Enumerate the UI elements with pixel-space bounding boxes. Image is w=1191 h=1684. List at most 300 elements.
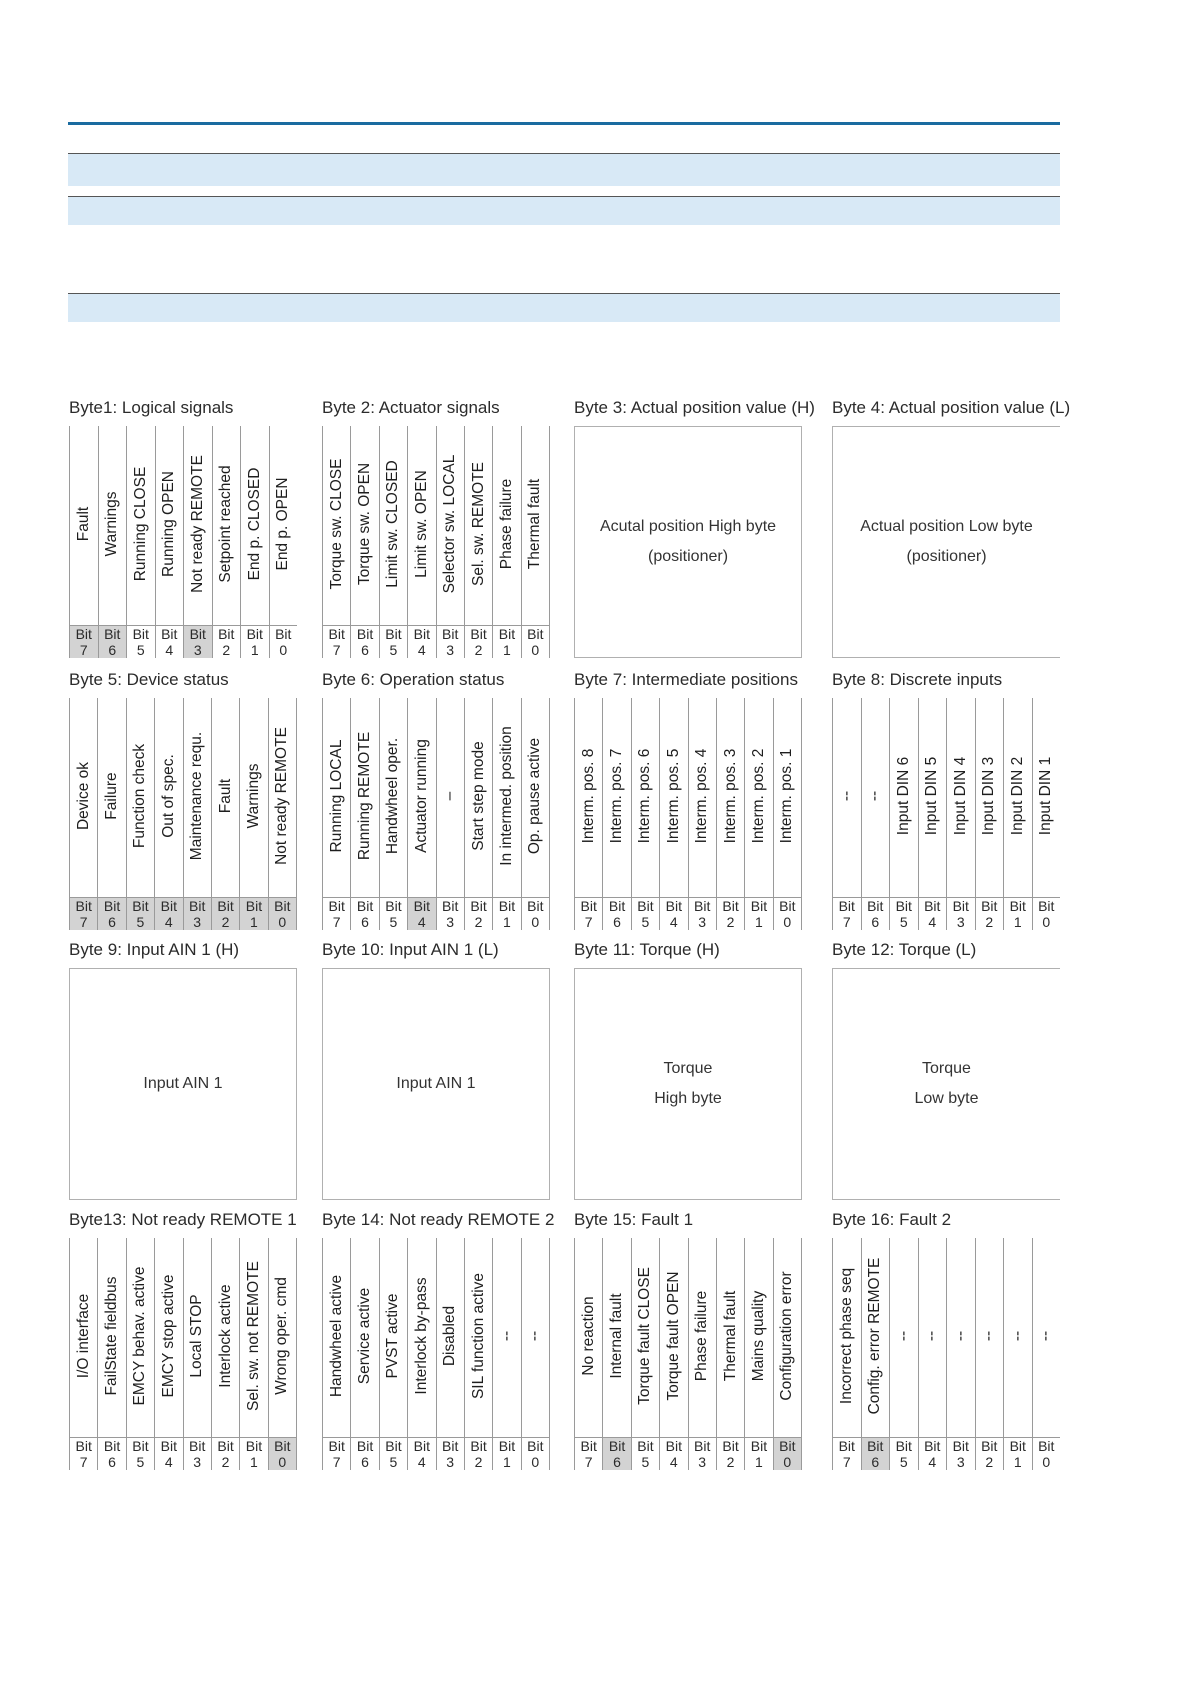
bit-signal-label: Start step mode <box>469 741 487 851</box>
bit-word-label: Bit <box>356 898 374 914</box>
bit-number: 5 <box>389 1454 398 1470</box>
bit-index <box>212 1437 239 1470</box>
bit-cell <box>126 1238 154 1470</box>
bit-index <box>689 897 716 930</box>
bit-signal-label: Running LOCAL <box>327 739 345 853</box>
bit-index <box>522 1437 549 1470</box>
bit-signal-label: Actuator running <box>412 739 430 853</box>
bit-number: 0 <box>783 1454 792 1470</box>
value-box-text: (positioner) <box>906 548 987 565</box>
byte-title: Byte13: Not ready REMOTE 1 <box>69 1210 297 1229</box>
bit-index <box>919 1437 947 1470</box>
bit-index <box>493 625 520 658</box>
byte-block <box>832 670 1060 930</box>
bit-signal-label: Interm. pos. 6 <box>636 748 654 844</box>
bit-signal-label: Function check <box>131 743 149 849</box>
bit-word-label: Bit <box>132 1438 149 1454</box>
bit-signal-label: Fault <box>216 778 234 814</box>
bit-index <box>493 897 520 930</box>
byte-block <box>322 398 550 658</box>
bit-index <box>351 1437 378 1470</box>
bit-signal-label: Running CLOSE <box>131 466 149 582</box>
bit-cell <box>379 1238 407 1470</box>
bit-cell <box>1003 1238 1032 1470</box>
bit-index <box>976 897 1004 930</box>
bit-index <box>155 897 182 930</box>
bit-index <box>947 897 975 930</box>
bit-word-label: Bit <box>665 898 682 914</box>
bit-signal-label: EMCY behav. active <box>131 1266 149 1406</box>
bit-number: 2 <box>985 914 994 930</box>
bit-number: 7 <box>584 914 593 930</box>
bit-cell <box>211 698 239 930</box>
bit-number: 0 <box>531 642 540 658</box>
value-box-text: Low byte <box>914 1090 979 1107</box>
byte-value-box <box>69 968 297 1200</box>
bit-number: 5 <box>899 914 908 930</box>
bit-signal-label: Incorrect phase seq <box>837 1267 855 1405</box>
bit-word-label: Bit <box>132 626 149 642</box>
bit-cell <box>97 1238 125 1470</box>
bit-cell <box>464 1238 492 1470</box>
bit-table <box>322 698 550 930</box>
bit-cell <box>975 698 1004 930</box>
bit-index <box>184 897 211 930</box>
bit-signal-label: Torque sw. OPEN <box>356 462 374 586</box>
bit-cell <box>659 698 687 930</box>
bit-index <box>212 897 239 930</box>
bit-signal-label: -- <box>1008 1330 1026 1342</box>
bit-number: 1 <box>755 1454 763 1470</box>
bit-number: 1 <box>1013 914 1022 930</box>
byte-title: Byte 16: Fault 2 <box>832 1210 952 1229</box>
bit-signal-label: Disabled <box>441 1305 459 1367</box>
bit-number: 2 <box>221 914 230 930</box>
bit-number: 0 <box>279 642 288 658</box>
bit-cell <box>379 426 407 658</box>
bit-index <box>323 625 350 658</box>
bit-word-label: Bit <box>413 1438 430 1454</box>
bit-index <box>437 897 464 930</box>
bit-index <box>380 625 407 658</box>
bit-word-label: Bit <box>637 1438 654 1454</box>
bit-cell <box>688 698 716 930</box>
bit-number: 6 <box>361 1454 369 1470</box>
bit-cell <box>350 426 378 658</box>
bit-signal-label: Setpoint reached <box>217 465 235 583</box>
bit-index <box>323 1437 350 1470</box>
bit-signal-label: EMCY stop active <box>159 1274 177 1398</box>
bit-number: 2 <box>474 914 483 930</box>
bit-cell <box>407 698 435 930</box>
bit-number: 7 <box>842 1454 851 1470</box>
bit-word-label: Bit <box>981 1438 998 1454</box>
bit-cell <box>716 1238 744 1470</box>
bit-cell <box>97 698 125 930</box>
bit-number: 0 <box>783 914 792 930</box>
bit-word-label: Bit <box>952 1438 969 1454</box>
bit-table <box>322 1238 550 1470</box>
bit-signal-label: Failure <box>103 772 121 820</box>
bit-number: 6 <box>613 914 621 930</box>
bit-word-label: Bit <box>470 898 487 914</box>
bit-cell <box>436 1238 464 1470</box>
bit-word-label: Bit <box>608 1438 626 1454</box>
bit-word-label: Bit <box>274 1438 291 1454</box>
bit-index <box>717 1437 744 1470</box>
bit-number: 1 <box>250 914 258 930</box>
bit-word-label: Bit <box>274 898 291 914</box>
bit-index <box>408 1437 435 1470</box>
bit-signal-label: Handwheel active <box>327 1274 345 1398</box>
bit-cell <box>126 426 155 658</box>
byte-title: Byte 6: Operation status <box>322 670 505 689</box>
bit-index <box>1004 1437 1032 1470</box>
bit-number: 5 <box>136 642 145 658</box>
byte-title: Byte1: Logical signals <box>69 398 234 417</box>
bit-signal-label: Interm. pos. 4 <box>693 748 711 844</box>
bit-cell <box>268 698 297 930</box>
bit-cell <box>322 426 350 658</box>
bit-word-label: Bit <box>75 626 92 642</box>
bit-cell <box>322 1238 350 1470</box>
byte-block <box>832 940 1060 1200</box>
bit-index <box>70 897 97 930</box>
bit-word-label: Bit <box>104 626 121 642</box>
bit-index <box>184 1437 211 1470</box>
bit-signal-label: PVST active <box>384 1293 402 1379</box>
bit-word-label: Bit <box>694 898 711 914</box>
bit-word-label: Bit <box>442 898 459 914</box>
bit-word-label: Bit <box>722 1438 739 1454</box>
byte-block <box>322 1210 555 1470</box>
byte-block <box>69 940 297 1200</box>
bit-index <box>213 625 241 658</box>
bit-word-label: Bit <box>189 898 206 914</box>
bit-index <box>98 1437 125 1470</box>
bit-number: 3 <box>956 914 965 930</box>
bit-signal-label: Running REMOTE <box>356 731 374 861</box>
bit-number: 0 <box>278 1454 287 1470</box>
byte-value-box <box>832 426 1060 658</box>
bit-word-label: Bit <box>750 1438 768 1454</box>
bit-index <box>890 897 918 930</box>
bit-number: 1 <box>250 642 259 658</box>
byte-title: Byte 5: Device status <box>69 670 229 689</box>
bit-word-label: Bit <box>217 898 234 914</box>
bit-index <box>240 1437 267 1470</box>
bit-index <box>98 897 125 930</box>
bit-index <box>1033 1437 1061 1470</box>
bit-index <box>127 897 154 930</box>
bit-number: 7 <box>584 1454 593 1470</box>
bit-index <box>575 1437 602 1470</box>
bit-number: 6 <box>108 642 117 658</box>
bit-number: 7 <box>79 914 88 930</box>
bit-word-label: Bit <box>838 898 855 914</box>
bit-signal-label: Phase failure <box>693 1290 711 1382</box>
bit-signal-label: Input DIN 3 <box>980 756 998 836</box>
bit-cell <box>602 1238 630 1470</box>
bit-number: 4 <box>417 914 426 930</box>
bit-word-label: Bit <box>722 898 739 914</box>
bit-cell <box>1032 1238 1061 1470</box>
bit-number: 4 <box>669 914 678 930</box>
bit-signal-label: – <box>441 791 459 801</box>
bit-number: 1 <box>755 914 763 930</box>
bit-number: 0 <box>1042 1454 1051 1470</box>
value-box-text: Acutal position High byte <box>599 518 777 535</box>
bit-word-label: Bit <box>1038 1438 1055 1454</box>
byte-block <box>574 398 815 658</box>
bit-number: 7 <box>842 914 851 930</box>
bit-index <box>660 897 687 930</box>
byte-value-box <box>832 968 1060 1200</box>
bit-number: 2 <box>985 1454 994 1470</box>
bit-number: 4 <box>928 914 937 930</box>
bit-index <box>351 625 378 658</box>
value-box-text: Actual position Low byte <box>860 518 1033 535</box>
bit-table <box>69 426 297 658</box>
bit-index <box>717 897 744 930</box>
bit-number: 6 <box>871 914 880 930</box>
bit-signal-label: Input DIN 6 <box>894 756 912 836</box>
byte-title: Byte 8: Discrete inputs <box>832 670 1003 689</box>
bit-number: 3 <box>698 914 707 930</box>
bit-signal-label: -- <box>526 1330 544 1342</box>
bit-cell <box>521 426 550 658</box>
bit-signal-label: Interlock by-pass <box>412 1277 430 1395</box>
bit-word-label: Bit <box>103 1438 121 1454</box>
bit-word-label: Bit <box>75 1438 92 1454</box>
bit-word-label: Bit <box>245 898 263 914</box>
bit-cell <box>574 698 602 930</box>
bit-number: 5 <box>136 914 145 930</box>
bit-word-label: Bit <box>385 898 402 914</box>
bit-word-label: Bit <box>160 1438 177 1454</box>
bit-signal-label: -- <box>923 1330 941 1342</box>
bit-cell <box>861 1238 890 1470</box>
bit-cell <box>975 1238 1004 1470</box>
bit-cell <box>69 698 97 930</box>
bit-word-label: Bit <box>442 626 459 642</box>
bit-cell <box>69 426 98 658</box>
bit-signal-label: Input DIN 2 <box>1008 756 1026 836</box>
byte-block <box>69 670 297 930</box>
bit-index <box>947 1437 975 1470</box>
bit-index <box>493 1437 520 1470</box>
bit-cell <box>521 698 550 930</box>
byte-block <box>69 398 297 658</box>
value-box-text: Torque <box>922 1060 971 1077</box>
bit-word-label: Bit <box>694 1438 711 1454</box>
bit-cell <box>239 1238 267 1470</box>
bit-cell <box>212 426 241 658</box>
bit-word-label: Bit <box>867 1438 884 1454</box>
bit-signal-label: Sel. sw. not REMOTE <box>244 1261 262 1411</box>
bit-index <box>919 897 947 930</box>
bit-index <box>745 897 772 930</box>
bit-signal-label: Warnings <box>103 491 121 557</box>
bit-table <box>69 1238 297 1470</box>
bit-cell <box>889 698 918 930</box>
bit-index <box>632 897 659 930</box>
bit-signal-label: -- <box>866 790 884 802</box>
bit-word-label: Bit <box>217 1438 234 1454</box>
bit-cell <box>832 1238 861 1470</box>
byte-block <box>574 1210 802 1470</box>
bit-signal-label: Mains quality <box>749 1290 767 1382</box>
bit-number: 1 <box>1013 1454 1022 1470</box>
bit-number: 0 <box>531 1454 540 1470</box>
bit-signal-label: Maintenance requ. <box>188 731 206 861</box>
byte-block <box>322 670 550 930</box>
bit-cell <box>744 698 772 930</box>
byte-block <box>69 1210 297 1470</box>
bit-signal-label: Thermal fault <box>526 478 544 570</box>
bit-word-label: Bit <box>1009 1438 1026 1454</box>
bit-signal-label: Interm. pos. 5 <box>664 748 682 844</box>
bit-index <box>575 897 602 930</box>
bit-word-label: Bit <box>385 626 402 642</box>
bit-cell <box>889 1238 918 1470</box>
bit-cell <box>436 698 464 930</box>
byte-title: Byte 11: Torque (H) <box>574 940 720 959</box>
bit-cell <box>918 698 947 930</box>
bit-index <box>1004 897 1032 930</box>
bit-cell <box>773 698 802 930</box>
bit-word-label: Bit <box>356 1438 374 1454</box>
bit-cell <box>407 426 435 658</box>
bit-signal-label: Wrong oper. cmd <box>273 1277 291 1395</box>
bit-index <box>240 897 267 930</box>
bit-number: 5 <box>641 914 650 930</box>
bit-number: 3 <box>446 642 455 658</box>
byte-title: Byte 15: Fault 1 <box>574 1210 694 1229</box>
bit-signal-label: Interm. pos. 7 <box>608 748 626 844</box>
bit-index <box>632 1437 659 1470</box>
bit-index <box>155 1437 182 1470</box>
bit-cell <box>269 426 298 658</box>
bit-signal-label: End p. CLOSED <box>245 467 263 581</box>
header-band <box>68 294 1060 322</box>
bit-number: 5 <box>136 1454 145 1470</box>
bit-word-label: Bit <box>328 898 345 914</box>
bit-index <box>522 897 549 930</box>
bit-index <box>408 897 435 930</box>
value-box-text: Input AIN 1 <box>143 1075 223 1092</box>
bit-index <box>833 1437 861 1470</box>
bit-number: 4 <box>417 1454 426 1470</box>
bit-signal-label: Limit sw. OPEN <box>412 470 430 578</box>
bit-word-label: Bit <box>1038 898 1055 914</box>
bit-number: 1 <box>250 1454 258 1470</box>
byte-title: Byte 7: Intermediate positions <box>574 670 798 689</box>
bit-cell <box>946 698 975 930</box>
bit-word-label: Bit <box>527 898 544 914</box>
bit-cell <box>574 1238 602 1470</box>
bit-index <box>156 625 184 658</box>
bit-word-label: Bit <box>580 898 597 914</box>
bit-signal-label: -- <box>497 1330 515 1342</box>
byte-title: Byte 12: Torque (L) <box>832 940 977 959</box>
bit-number: 2 <box>474 1454 483 1470</box>
bit-cell <box>183 698 211 930</box>
bit-cell <box>98 426 127 658</box>
value-box-text: Input AIN 1 <box>396 1075 476 1092</box>
bit-index <box>437 625 464 658</box>
bit-word-label: Bit <box>527 1438 544 1454</box>
bit-index <box>437 1437 464 1470</box>
bit-signal-label: Limit sw. CLOSED <box>384 460 402 588</box>
bit-word-label: Bit <box>498 1438 516 1454</box>
byte-block <box>574 670 802 930</box>
bit-number: 3 <box>446 914 455 930</box>
bit-word-label: Bit <box>442 1438 459 1454</box>
bit-signal-label: Internal fault <box>608 1293 626 1379</box>
bit-signal-label: Not ready REMOTE <box>188 455 206 593</box>
bit-number: 2 <box>221 1454 230 1470</box>
bit-signal-label: Interm. pos. 3 <box>721 748 739 844</box>
bit-cell <box>379 698 407 930</box>
bit-signal-label: FailState fieldbus <box>103 1276 121 1396</box>
bit-word-label: Bit <box>608 898 626 914</box>
bit-index <box>351 897 378 930</box>
bit-number: 3 <box>446 1454 455 1470</box>
bit-signal-label: Phase failure <box>497 478 515 570</box>
bit-index <box>270 625 298 658</box>
bit-cell <box>268 1238 297 1470</box>
bit-index <box>380 897 407 930</box>
byte-block <box>832 1210 1060 1470</box>
bit-cell <box>239 698 267 930</box>
bit-index <box>465 897 492 930</box>
bit-index <box>862 897 890 930</box>
bit-cell <box>240 426 269 658</box>
bit-cell <box>918 1238 947 1470</box>
bit-signal-label: Torque fault OPEN <box>664 1271 682 1401</box>
bit-index <box>1033 897 1061 930</box>
byte-title: Byte 4: Actual position value (L) <box>832 398 1071 417</box>
bit-word-label: Bit <box>161 626 178 642</box>
bit-signal-label: Service active <box>356 1287 374 1385</box>
byte-title: Byte 2: Actuator signals <box>322 398 500 417</box>
header-band <box>68 197 1060 225</box>
bit-word-label: Bit <box>665 1438 682 1454</box>
bit-word-label: Bit <box>895 1438 912 1454</box>
bit-word-label: Bit <box>1009 898 1026 914</box>
bit-signal-label: Running OPEN <box>160 471 178 577</box>
bit-table <box>832 1238 1060 1470</box>
bit-index <box>99 625 127 658</box>
bit-cell <box>631 1238 659 1470</box>
bit-signal-label: Input DIN 4 <box>951 756 969 836</box>
bit-signal-label: Out of spec. <box>159 754 177 838</box>
bit-number: 4 <box>164 914 173 930</box>
bit-signal-label: I/O interface <box>74 1293 92 1379</box>
bit-cell <box>322 698 350 930</box>
bit-word-label: Bit <box>275 626 292 642</box>
bit-number: 3 <box>193 1454 202 1470</box>
bit-word-label: Bit <box>413 626 430 642</box>
bit-index <box>689 1437 716 1470</box>
bit-number: 2 <box>474 642 483 658</box>
bit-number: 5 <box>389 914 398 930</box>
bit-word-label: Bit <box>385 1438 402 1454</box>
bit-signal-label: End p. OPEN <box>274 477 292 571</box>
bit-word-label: Bit <box>328 1438 345 1454</box>
bit-cell <box>521 1238 550 1470</box>
